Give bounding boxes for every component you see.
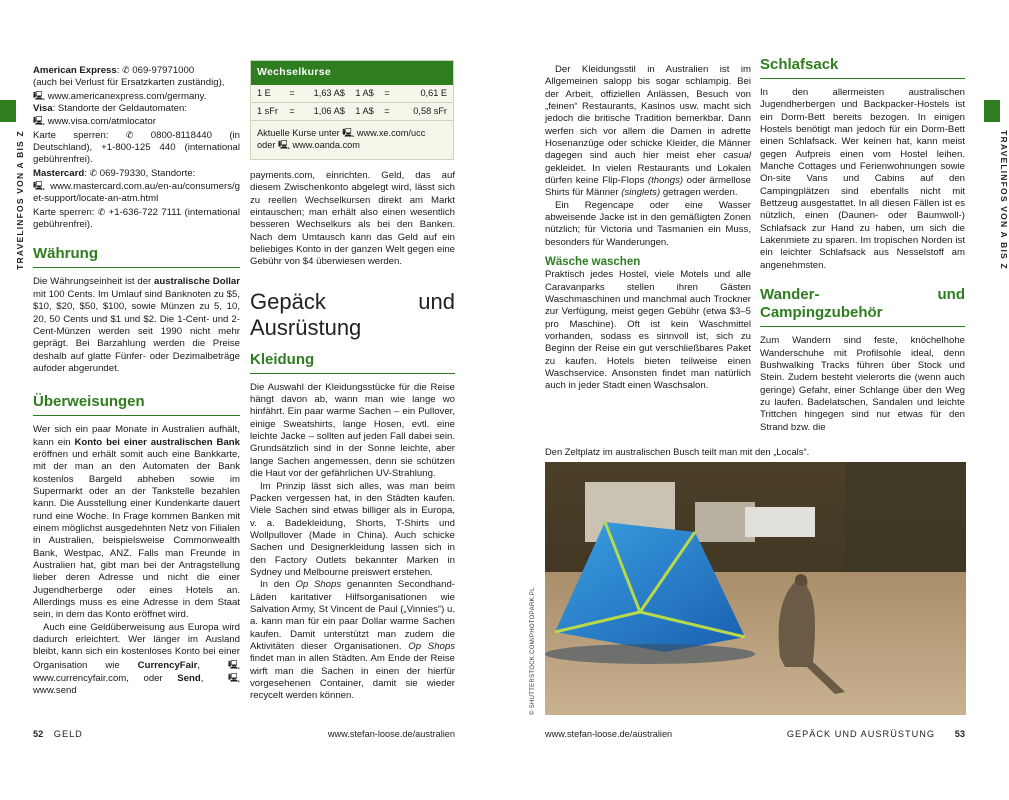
computer-icon: 🖳 (33, 90, 46, 101)
computer-icon: 🖳 (342, 128, 355, 138)
car-shape (745, 507, 815, 537)
left-column-1 (33, 64, 240, 698)
computer-icon: 🖳 (227, 673, 240, 684)
wallaby-head (795, 574, 807, 586)
heading-waesche: Wäsche waschen (545, 256, 641, 269)
computer-icon: 🖳 (33, 116, 46, 127)
heading-kleidung: Kleidung (250, 351, 455, 374)
computer-icon: 🖳 (277, 140, 290, 150)
paragraph-waehrung: Die Währungseinheit ist der australische Dollar mit 100 Cents. Im Umlauf sind Banknoten zu $5, $10, $20, $50, $100, sowie Münzen zu 5, 10, 20, 50 Cents und $1 und $2. Die 1-Cent- und 2-Cent-Münzen werden seit 1990 nicht mehr geprägt. Bei Barzahlung werden die Preise deshalb auf glatte Fünfer- oder Dezimalbeträge aufoder abgerundet. (33, 276, 240, 374)
chapter-title: Gepäck und Ausrüstung (250, 288, 455, 340)
paragraph-ueberweisungen-2: Auch eine Geldüberweisung aus Europa wird dadurch erleichtert. Wer länger im Ausland bleibt, kann sich ein kostenloses Konto bei einer Organisation wie CurrencyFair, 🖳 www.currencyfair.com, oder Send, 🖳 www.send (33, 621, 240, 697)
paragraph-ueberweisungen: Wer sich ein paar Monate in Australien aufhält, kann ein Konto bei einer australischen Bank eröffnen und erhält somit auch eine Bankkarte, mit der man an den Automaten der Bank kostenlos Bargeld abheben sowie im Supermarkt oder an der Tankstelle bezahlen kann. Die Ausstellung einer Kundenkarte dauert rund eine Woche. In Frage kommen Banken mit einem möglichst ausgedehnten Netz von Filialen in Australien, beispielsweise Commonwealth Bank, Westpac, ANZ. Falls man Freunde in Australien hat, gibt man bei der Antragstellung lieber deren Adresse und nicht die einer Jugendherberge oder eines Hotels an. Allerdings muss es eine Adresse in dem Staat sein, in dem das Konto eröffnet wird. (33, 424, 240, 621)
paragraph-kleidung-3: In den Op Shops genannten Secondhand-Läden karitativer Hilfsorganisationen wie Salvation Army, St Vincent de Paul („Vinnies“) u. a. kann man für ein paar Dollar warme Sachen kaufen. Damit unterstützt man zudem die Aktivitäten dieser Organisationen. Op Shops findet man in allen Städten. Am Ende der Reise wirft man die Sachen in einen der hierfür vorgesehenen Container, damit sie wieder recycelt werden können. (250, 579, 456, 702)
running-head-left: TRAVELINFOS VON A BIS Z (14, 130, 25, 270)
exchange-box-title: Wechselkurse (251, 61, 453, 85)
footer-right (545, 729, 965, 739)
side-tab-left (0, 100, 16, 122)
side-tab-right (984, 100, 1000, 122)
right-column-1 (545, 64, 751, 393)
tent-shadow (545, 644, 755, 664)
paragraph-waesche: Praktisch jedes Hostel, viele Motels und alle Caravanparks stellen ihren Gästen Waschmaschinen und manchmal auch Trockner zur Verfügung, meist gegen Gebühr (etwa $3–5 pro Maschine). Oft ist kein Waschmittel vorhanden, sodass es sinnvoll ist, sich zu Beginn der Reise ein gut verschließbares Paket zu kaufen. Hotels bieten teilweise einen Waschservice. Ansonsten findet man natürlich auch in jeder Stadt einen Waschsalon. (545, 269, 751, 392)
heading-waehrung: Währung (33, 245, 240, 268)
exchange-row: 1 E = 1,63 A$ 1 A$ = 0,61 E (251, 85, 453, 103)
photo-caption: Den Zeltplatz im australischen Busch teilt man mit den „Locals“. (545, 446, 810, 457)
phone-icon: ✆ (122, 65, 130, 75)
amex-link[interactable]: www.americanexpress.com/germany. (47, 90, 207, 102)
footer-left (33, 729, 455, 739)
footer-section-label: GELD (53, 729, 83, 739)
xe-link[interactable]: www.xe.com/ucc (356, 128, 426, 138)
currencyfair-link[interactable]: www.currencyfair.com, oder (33, 673, 178, 685)
exchange-box-note: Aktuelle Kurse unter 🖳 www.xe.com/ucc oder 🖳 www.oanda.com (257, 128, 426, 150)
left-column-2 (250, 170, 455, 703)
heading-schlafsack: Schlafsack (760, 56, 965, 79)
footer-url[interactable]: www.stefan-loose.de/australien (327, 729, 455, 739)
mastercard-link[interactable]: www.mastercard.com.au/en-au/consumers/get-support/locate-an-atm.html (33, 181, 240, 205)
paragraph-kleidung-2: Im Prinzip lässt sich alles, was man beim Packen vergessen hat, in den Städten kaufen. Viele Sachen sind etwas billiger als in Europa, v. a. Badekleidung, Shorts, T-Shirts und Wollpullover (Made in China). Auch schicke Sachen und Designerkleidung lassen sich in den Factory Outlets bekannter Marken in Sydney und Melbourne preiswert erstehen. (250, 480, 455, 578)
photo-credit: © SHUTTERSTOCK.COM/PHOTOPARK.PL (530, 587, 536, 715)
footer-section-label: GEPÄCK UND AUSRÜSTUNG (786, 729, 935, 739)
oanda-link[interactable]: www.oanda.com (292, 140, 360, 150)
running-head-right: TRAVELINFOS VON A BIS Z (998, 130, 1009, 270)
amex-entry: American Express: ✆ 069-97971000 (auch bei Verlust für Ersatzkarten zuständig), 🖳 www.americanexpress.com/germany. (33, 65, 225, 102)
mastercard-entry: Mastercard: ✆ 069-79330, Standorte: 🖳 www.mastercard.com.au/en-au/consumers/get-support/locate-an-atm.html Karte sperren: ✆ +1-636-722 7111 (international gebührenfrei). (33, 167, 241, 231)
photo-campsite-kangaroo (545, 462, 966, 715)
phone-icon: ✆ (89, 167, 98, 178)
send-link[interactable]: www.send (33, 685, 77, 697)
page-number: 53 (954, 729, 965, 739)
right-column-2 (760, 56, 965, 434)
heading-wander: Wander- und Campingzubehör (760, 286, 965, 327)
exchange-row: 1 sFr = 1,06 A$ 1 A$ = 0,58 sFr (251, 103, 453, 121)
left-page (0, 0, 500, 800)
paragraph-kleidung-1: Die Auswahl der Kleidungsstücke für die Reise hängt davon ab, wann man wie lange wo hinfährt. Ein paar warme Sachen – ein Pullover, einige Sweatshirts, lange Hosen, evtl. eine leichte Jacke – sollten auf jeden Fall dabei sein. Grundsätzlich sind in der Sonne leichte, aber lange Sachen angemessen, denn sie schützen die Haut vor der gefährlichen UV-Strahlung. (250, 381, 455, 480)
page-number: 52 (33, 729, 44, 739)
visa-link[interactable]: www.visa.com/atmlocator (47, 116, 156, 128)
footer-url[interactable]: www.stefan-loose.de/australien (545, 729, 673, 739)
paragraph-wander: Zum Wandern sind feste, knöchelhohe Wanderschuhe mit Profilsohle ideal, denn Bushwalking Tracks führen über Stock und Stein. Zudem besteht vielerorts die (wenn auch geringe) Gefahr, einer Schlange über den Weg zu laufen. Badelatschen, Sandalen und leichte Trittchen hingegen sind nur etwas für den Strand bzw. die (760, 335, 965, 433)
heading-ueberweisungen: Überweisungen (33, 393, 240, 416)
paragraph-kleidungsstil: Der Kleidungsstil in Australien ist im Allgemeinen salopp bis sogar schlampig. Bei der Arbeit, offiziellen Anlässen, Besuch von „feinen“ Restaurants, Kasinos usw. macht sich jedoch die britische Tradition bemerkbar. Dann werfen sich vor allem die Damen in adrette Hosenanzüge oder schicke Kleider, die Männer dagegen sind auch hier meist eher casual gekleidet. In vielen Restaurants und Lokalen dürfen keine Flip-Flops (thongs) oder ärmellose Shirts für Männer (singlets) getragen werden. (545, 64, 751, 199)
paragraph-payments: payments.com, einrichten. Geld, das auf diesem Zwischenkonto abgelegt wird, lässt sich zu reellen Wechselkursen direkt am Markt eintauschen; man erhält also einen wesentlich besseren Wechselkurs als bei den Banken. Nach dem Umtausch kann das Geld auf ein beliebiges Konto in der ganzen Welt gegen eine Gebühr von $4 überwiesen werden. (250, 170, 455, 268)
phone-icon: ✆ (97, 206, 106, 217)
computer-icon: 🖳 (227, 659, 240, 670)
paragraph-regen: Ein Regencape oder eine Wasser abweisende Jacke ist in den gemäßigten Zonen nützlich; für Victoria und Tasmanien ein Muss, besonders für Wanderungen. (545, 199, 751, 248)
visa-entry: Visa: Standorte der Geldautomaten: 🖳 www.visa.com/atmlocator Karte sperren: ✆ 0800-8118440 (in Deutschland), +1-800-125 440 (international gebührenfrei). (33, 103, 240, 166)
phone-icon: ✆ (125, 129, 134, 140)
photo-illustration (545, 462, 966, 715)
computer-icon: 🖳 (33, 181, 46, 192)
exchange-rate-box (250, 60, 454, 160)
paragraph-schlafsack: In den allermeisten australischen Jugendherbergen und Backpacker-Hostels ist ein Dorm-Bett bereits bezogen. In einigen Hostels benötigt man jedoch für ein Dorm-Bett einen Schlafsack. Wer keinen hat, kann meist gegen Aufpreis einen vom Hostel leihen. Manche Cottages und Ferienwohnungen sowie On-site Vans und Cabins auf den Campingplätzen sind ebenfalls nicht mit Bettzeug ausgestattet. In all diesen Fällen ist es nützlich, einen (Daunen- oder Baumwoll-) Schlafsack zur Hand zu haben, um sich die Lakenmiete zu sparen. Im tropischen Norden ist ein leichter Schlafsack aus Nesselstoff am angenehmsten. (760, 87, 965, 271)
